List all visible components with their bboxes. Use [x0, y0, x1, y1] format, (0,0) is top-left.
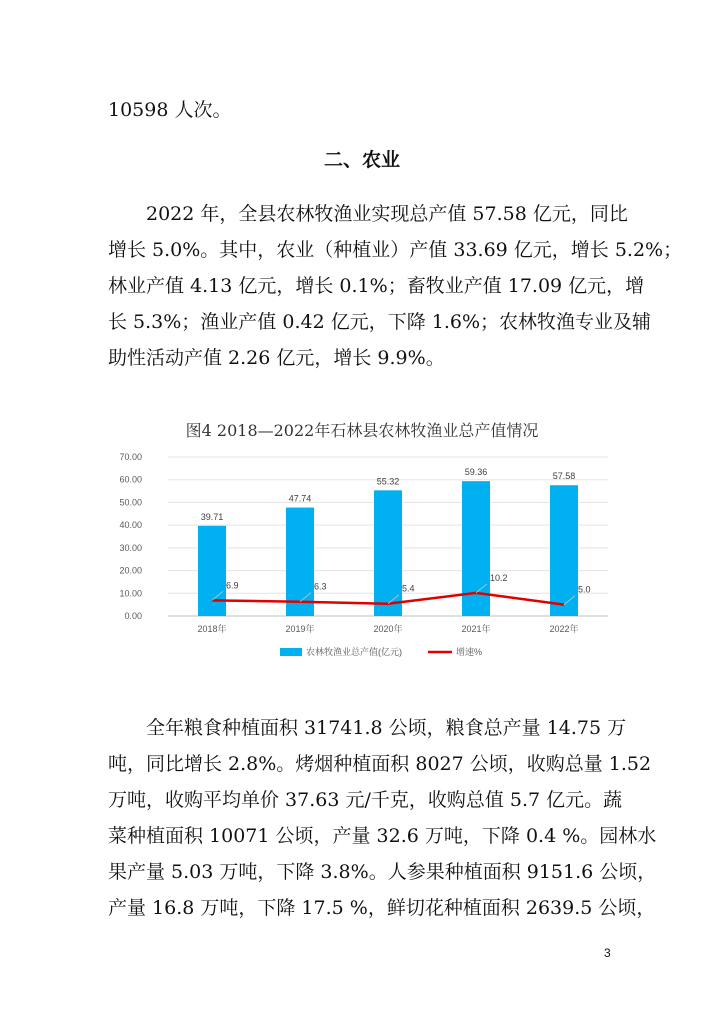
- bar-data-label: 39.71: [200, 511, 224, 522]
- lead-paragraph: [108, 92, 618, 128]
- bar: [198, 526, 226, 616]
- output-value-chart: [108, 445, 618, 670]
- y-axis-ticks: [119, 452, 142, 621]
- text-line: 长 5.3%；渔业产值 0.42 亿元，下降 1.6%；农林牧渔专业及辅: [108, 311, 652, 333]
- y-tick-label: 50.00: [119, 497, 142, 508]
- agriculture-paragraph: [108, 196, 683, 376]
- x-tick-label: 2021年: [461, 624, 491, 634]
- y-tick-label: 10.00: [119, 588, 142, 599]
- legend-swatch-bar: [280, 648, 302, 656]
- y-tick-label: 40.00: [119, 520, 142, 531]
- grain-paragraph: [108, 710, 657, 926]
- text-line: 菜种植面积 10071 公顷，产量 32.6 万吨，下降 0.4 %。园林水: [108, 825, 657, 847]
- y-tick-label: 70.00: [119, 452, 142, 462]
- line-data-label: 6.9: [226, 580, 239, 591]
- text-line: 2022 年，全县农林牧渔业实现总产值 57.58 亿元，同比: [108, 203, 628, 225]
- bar-data-label: 59.36: [464, 467, 488, 478]
- section-heading: 二、农业: [323, 149, 400, 171]
- text-line: 增长 5.0%。其中，农业（种植业）产值 33.69 亿元，增长 5.2%；: [108, 239, 683, 261]
- line-data-label: 10.2: [490, 572, 508, 583]
- text-line: 产量 16.8 万吨，下降 17.5 %，鲜切花种植面积 2639.5 公顷，: [108, 897, 656, 919]
- x-tick-label: 2022年: [549, 624, 579, 634]
- legend-label-line: 增速%: [456, 647, 483, 657]
- text-line: 10598 人次。: [108, 99, 232, 121]
- y-tick-label: 0.00: [124, 611, 142, 621]
- x-tick-label: 2018年: [197, 624, 227, 634]
- x-tick-label: 2020年: [373, 624, 403, 634]
- bar-data-label: 55.32: [376, 476, 400, 487]
- line-data-label: 5.4: [402, 583, 415, 594]
- text-line: 吨，同比增长 2.8%。烤烟种植面积 8027 公顷，收购总量 1.52: [108, 753, 652, 775]
- chart-title: 图4 2018—2022年石林县农林牧渔业总产值情况: [185, 421, 539, 440]
- line-data-label: 6.3: [314, 581, 327, 592]
- text-line: 万吨，收购平均单价 37.63 元/千克，收购总值 5.7 亿元。蔬: [108, 789, 623, 811]
- text-line: 助性活动产值 2.26 亿元，增长 9.9%。: [108, 347, 445, 369]
- bar-data-label: 57.58: [552, 471, 576, 482]
- bar: [286, 508, 314, 616]
- chart-legend: [280, 646, 482, 657]
- text-line: 果产量 5.03 万吨，下降 3.8%。人参果种植面积 9151.6 公顷，: [108, 861, 657, 883]
- page-number: 3: [604, 946, 611, 960]
- line-data-label: 5.0: [578, 584, 591, 595]
- bar-data-label: 47.74: [288, 493, 312, 504]
- x-axis-ticks: [197, 623, 578, 634]
- x-tick-label: 2019年: [285, 624, 315, 634]
- y-tick-label: 20.00: [119, 565, 142, 576]
- y-tick-label: 30.00: [119, 542, 142, 553]
- text-line: 全年粮食种植面积 31741.8 公顷，粮食总产量 14.75 万: [108, 717, 627, 739]
- bar: [462, 481, 490, 616]
- text-line: 林业产值 4.13 亿元，增长 0.1%；畜牧业产值 17.09 亿元，增: [108, 275, 645, 297]
- legend-label-bar: 农林牧渔业总产值(亿元): [306, 647, 402, 657]
- bar: [374, 490, 402, 616]
- y-tick-label: 60.00: [119, 474, 142, 485]
